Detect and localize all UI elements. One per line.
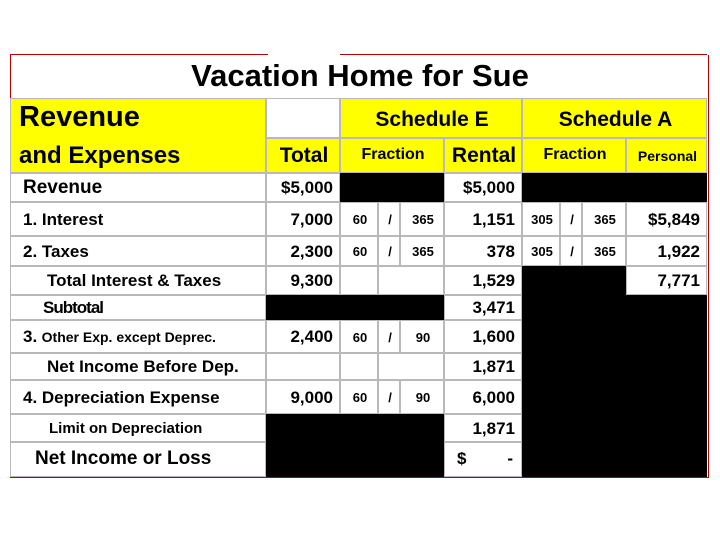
empty-cell: [378, 353, 444, 380]
interest-rental: 1,151: [472, 210, 515, 229]
interest-a-num: 305: [531, 212, 553, 227]
taxes-e-slash-cell: [378, 236, 400, 266]
other-exp-rental: 1,600: [472, 327, 515, 346]
empty-cell: [340, 266, 378, 295]
header-revenue-label: Revenue: [19, 101, 140, 133]
blackout-cell: [522, 380, 707, 414]
blackout-cell: [522, 442, 707, 477]
depreciation-e-num-cell: [340, 380, 378, 414]
interest-e-num: 60: [352, 212, 368, 227]
taxes-a-den-cell: [582, 236, 626, 266]
other-exp-e-slash-cell: [378, 320, 400, 353]
depreciation-e-slash-cell: [378, 380, 400, 414]
limit-dep-label: Limit on Depreciation: [49, 420, 203, 437]
interest-a-slash: /: [570, 212, 574, 227]
taxes-e-num: 60: [352, 244, 368, 259]
taxes-a-num: 305: [531, 244, 553, 259]
row-total-int-tax-rental: [444, 266, 522, 295]
row-net-before-dep-label: [10, 353, 266, 380]
blackout-cell: [522, 353, 707, 380]
taxes-e-num-cell: [340, 236, 378, 266]
interest-e-den: 365: [412, 212, 434, 227]
header-and-expenses-label: and Expenses: [19, 142, 181, 169]
depreciation-e-num: 60: [352, 390, 368, 405]
row-depreciation-rental: [444, 380, 522, 414]
taxes-e-den-cell: [400, 236, 444, 266]
taxes-a-den: 365: [594, 244, 616, 259]
fraction-e-label: Fraction: [361, 146, 425, 163]
interest-a-slash-cell: [560, 202, 582, 236]
blackout-cell: [340, 173, 444, 202]
other-exp-e-num-cell: [340, 320, 378, 353]
header-fraction-a: [522, 138, 626, 173]
header-total: [266, 138, 340, 173]
row-other-exp-label: [10, 320, 266, 353]
blackout-cell: [522, 266, 626, 295]
other-exp-total: 2,400: [290, 327, 333, 346]
net-before-dep-rental: 1,871: [472, 357, 515, 376]
interest-e-den-cell: [400, 202, 444, 236]
header-blank-cell: [266, 98, 340, 138]
row-taxes-personal: [626, 236, 707, 266]
schedule-a-label: Schedule A: [558, 108, 673, 131]
limit-dep-rental: 1,871: [472, 419, 515, 438]
interest-e-num-cell: [340, 202, 378, 236]
row-interest-label: [10, 202, 266, 236]
row-revenue-label: [10, 173, 266, 202]
total-label: Total: [279, 144, 329, 167]
empty-cell: [266, 353, 340, 380]
interest-a-num-cell: [522, 202, 560, 236]
interest-personal: $5,849: [648, 210, 700, 229]
taxes-a-num-cell: [522, 236, 560, 266]
total-int-tax-label: Total Interest & Taxes: [47, 271, 222, 290]
taxes-total: 2,300: [290, 242, 333, 261]
blackout-cell: [522, 414, 707, 442]
other-exp-num: 3.: [23, 327, 38, 346]
schedule-e-label: Schedule E: [375, 108, 489, 131]
depreciation-total: 9,000: [290, 388, 333, 407]
fraction-a-label: Fraction: [543, 146, 607, 163]
row-depreciation-total: [266, 380, 340, 414]
interest-label: 1. Interest: [23, 210, 104, 229]
empty-cell: [378, 266, 444, 295]
blackout-cell: [522, 173, 626, 202]
blackout-cell: [266, 414, 444, 442]
taxes-personal: 1,922: [657, 242, 700, 261]
other-exp-e-slash: /: [388, 330, 392, 345]
header-revenue-expenses: [10, 98, 266, 173]
row-taxes-rental: [444, 236, 522, 266]
depreciation-e-slash: /: [388, 390, 392, 405]
header-rental: [444, 138, 522, 173]
interest-a-den-cell: [582, 202, 626, 236]
blackout-cell: [522, 320, 707, 353]
row-interest-personal: [626, 202, 707, 236]
row-limit-dep-rental: [444, 414, 522, 442]
other-exp-label-wrap: [23, 327, 216, 347]
row-net-income-label: [10, 442, 266, 477]
row-subtotal-label: [10, 295, 266, 320]
header-personal: [626, 138, 707, 173]
total-int-tax-total: 9,300: [290, 271, 333, 290]
row-depreciation-label: [10, 380, 266, 414]
row-other-exp-total: [266, 320, 340, 353]
subtotal-label: Subtotal: [43, 298, 103, 317]
total-int-tax-rental: 1,529: [472, 271, 515, 290]
taxes-label: 2. Taxes: [23, 242, 89, 261]
subtotal-rental: 3,471: [472, 298, 515, 317]
interest-total: 7,000: [290, 210, 333, 229]
page-title: Vacation Home for Sue: [191, 58, 529, 93]
row-revenue-rental: [444, 173, 522, 202]
personal-label: Personal: [637, 148, 698, 164]
taxes-e-slash: /: [388, 244, 392, 259]
row-other-exp-rental: [444, 320, 522, 353]
revenue-label: Revenue: [23, 177, 103, 198]
revenue-total: $5,000: [281, 178, 333, 197]
header-schedule-a: [522, 98, 707, 138]
revenue-rental: $5,000: [463, 178, 515, 197]
row-interest-total: [266, 202, 340, 236]
other-exp-label: Other Exp. except Deprec.: [41, 329, 216, 345]
other-exp-e-num: 60: [352, 330, 368, 345]
net-income-dash: -: [507, 449, 513, 468]
row-total-int-tax-label: [10, 266, 266, 295]
row-total-int-tax-total: [266, 266, 340, 295]
interest-e-slash-cell: [378, 202, 400, 236]
net-income-label: Net Income or Loss: [35, 448, 212, 469]
row-total-int-tax-personal: [626, 266, 707, 295]
row-revenue-total: [266, 173, 340, 202]
row-net-income-rental: [444, 442, 522, 477]
row-limit-dep-label: [10, 414, 266, 442]
blackout-cell: [626, 173, 707, 202]
taxes-a-slash-cell: [560, 236, 582, 266]
row-subtotal-rental: [444, 295, 522, 320]
header-schedule-e: [340, 98, 522, 138]
depreciation-rental: 6,000: [472, 388, 515, 407]
taxes-rental: 378: [486, 242, 515, 261]
depreciation-e-den-cell: [400, 380, 444, 414]
interest-a-den: 365: [594, 212, 616, 227]
depreciation-label: 4. Depreciation Expense: [23, 388, 220, 407]
other-exp-e-den-cell: [400, 320, 444, 353]
net-income-dollar: $: [457, 449, 467, 468]
net-before-dep-label: Net Income Before Dep.: [47, 357, 239, 376]
row-taxes-total: [266, 236, 340, 266]
rental-label: Rental: [451, 144, 517, 167]
blackout-cell: [522, 295, 707, 320]
empty-cell: [340, 353, 378, 380]
depreciation-e-den: 90: [415, 390, 431, 405]
taxes-a-slash: /: [570, 244, 574, 259]
total-int-tax-personal: 7,771: [657, 271, 700, 290]
row-interest-rental: [444, 202, 522, 236]
taxes-e-den: 365: [412, 244, 434, 259]
interest-e-slash: /: [388, 212, 392, 227]
blackout-cell: [266, 442, 444, 477]
row-net-before-dep-rental: [444, 353, 522, 380]
header-fraction-e: [340, 138, 444, 173]
blackout-cell: [266, 295, 444, 320]
row-taxes-label: [10, 236, 266, 266]
other-exp-e-den: 90: [415, 330, 431, 345]
